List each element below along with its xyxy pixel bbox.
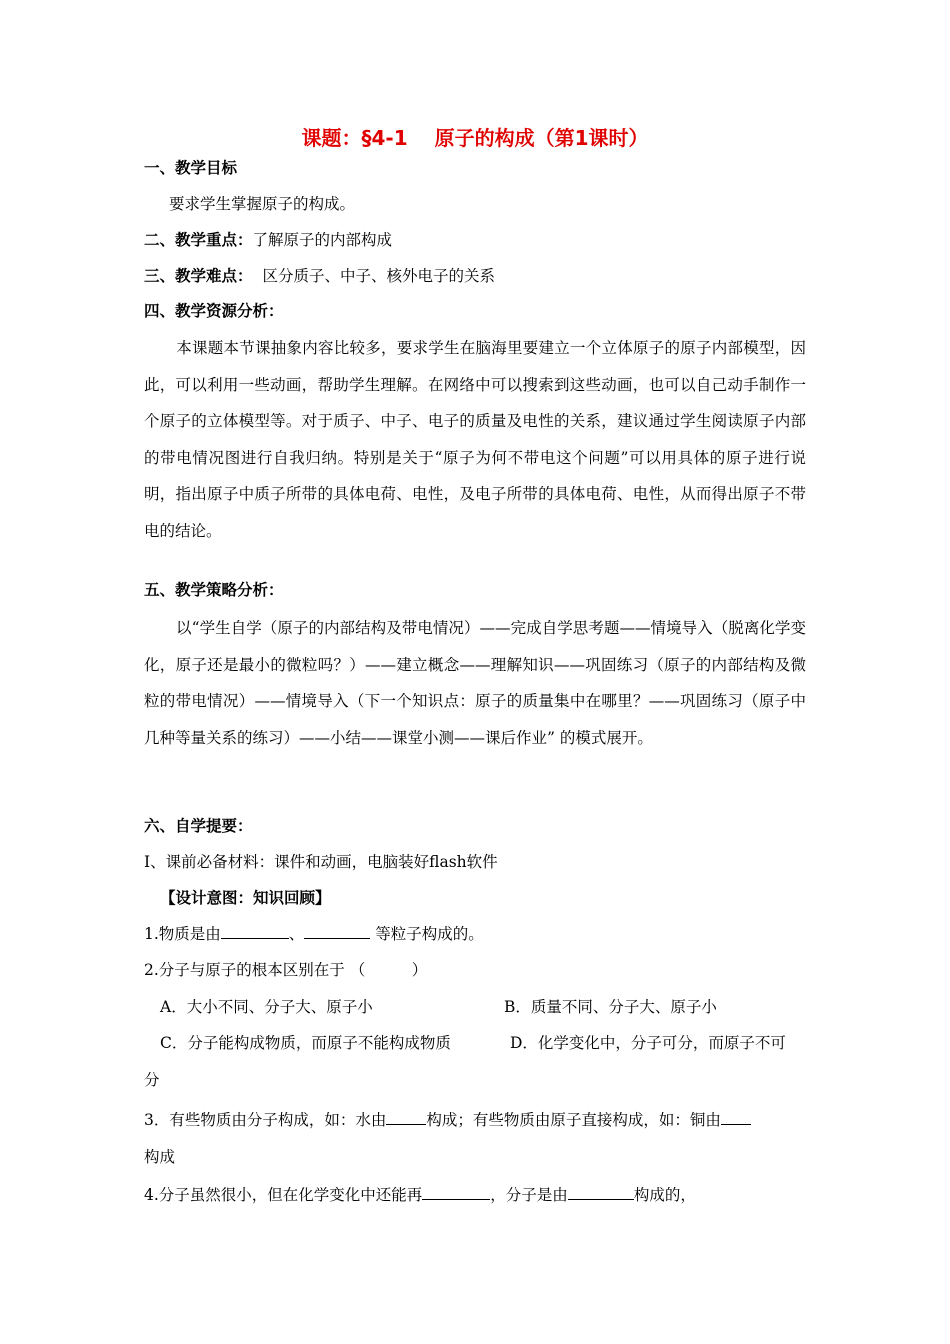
question-4-text-a: 4.分子虽然很小，但在化学变化中还能再 [144, 1186, 423, 1204]
section-4-heading: 四、教学资源分析： [144, 302, 284, 320]
prep-materials: Ⅰ、课前必备材料：课件和动画，电脑装好flash软件 [144, 853, 498, 871]
question-1-text-b: 等粒子构成的。 [370, 925, 484, 943]
answer-blank[interactable] [422, 1185, 490, 1200]
question-2: 2.分子与原子的根本区别在于 （ ） [144, 961, 428, 979]
section-3-heading: 三、教学难点： [144, 267, 253, 285]
question-1-sep: 、 [288, 925, 305, 943]
question-1-text-a: 1.物质是由 [144, 925, 221, 943]
section-1-heading: 一、教学目标 [144, 159, 238, 177]
section-5-text: 以“学生自学（原子的内部结构及带电情况）——完成自学思考题——情境导入（脱离化学变化，原子还是最小的微粒吗？）——建立概念——理解知识——巩固练习（原子的内部结构及微粒的带电情况）——情境导入（下一个知识点：原子的质量集中在哪里？——巩固练习（原子中几种等量关系的练习）——小结——课堂小测——课后作业” 的模式展开。 [144, 619, 806, 747]
question-1 [144, 923, 484, 945]
section-2 [144, 229, 392, 251]
question-3-continued: 构成 [144, 1148, 176, 1166]
lesson-title: 课题：§4-1 原子的构成（第1课时） [301, 126, 649, 150]
question-4-text-b: ，分子是由 [490, 1186, 568, 1204]
question-3-text-a: 3．有些物质由分子构成，如：水由 [144, 1111, 387, 1129]
section-5-heading: 五、教学策略分析： [144, 581, 284, 599]
answer-blank[interactable] [721, 1110, 751, 1125]
section-1-body: 要求学生掌握原子的构成。 [169, 195, 356, 213]
section-3 [144, 265, 495, 287]
option-a: A．大小不同、分子大、原子小 [160, 998, 373, 1016]
section-2-heading: 二、教学重点： [144, 231, 253, 249]
question-4-text-c: 构成的， [633, 1186, 696, 1204]
question-4 [144, 1184, 696, 1206]
option-c: C．分子能构成物质，而原子不能构成物质 [160, 1034, 451, 1052]
option-b: B．质量不同、分子大、原子小 [504, 998, 717, 1016]
option-d: D．化学变化中，分子可分，而原子不可 [510, 1034, 786, 1052]
section-4-body [144, 330, 806, 550]
design-intent: 【设计意图：知识回顾】 [160, 889, 331, 907]
answer-blank[interactable] [304, 924, 370, 939]
section-4-text: 本课题本节课抽象内容比较多，要求学生在脑海里要建立一个立体原子的原子内部模型，因此，可以利用一些动画，帮助学生理解。在网络中可以搜索到这些动画，也可以自己动手制作一个原子的立体模型等。对于质子、中子、电子的质量及电性的关系，建议通过学生阅读原子内部的带电情况图进行自我归纳。特别是关于“原子为何不带电这个问题”可以用具体的原子进行说明，指出原子中质子所带的具体电荷、电性，及电子所带的具体电荷、电性，从而得出原子不带电的结论。 [144, 339, 806, 540]
question-3-text-b: 构成；有些物质由原子直接构成，如：铜由 [426, 1111, 721, 1129]
answer-blank[interactable] [221, 924, 289, 939]
section-2-body: 了解原子的内部构成 [252, 231, 393, 249]
question-3 [144, 1109, 751, 1131]
answer-blank[interactable] [568, 1185, 634, 1200]
section-5-body [144, 610, 806, 756]
answer-blank[interactable] [386, 1110, 426, 1125]
section-6-heading: 六、自学提要： [144, 817, 253, 835]
section-3-body: 区分质子、中子、核外电子的关系 [262, 267, 496, 285]
option-d-continued: 分 [144, 1071, 160, 1089]
